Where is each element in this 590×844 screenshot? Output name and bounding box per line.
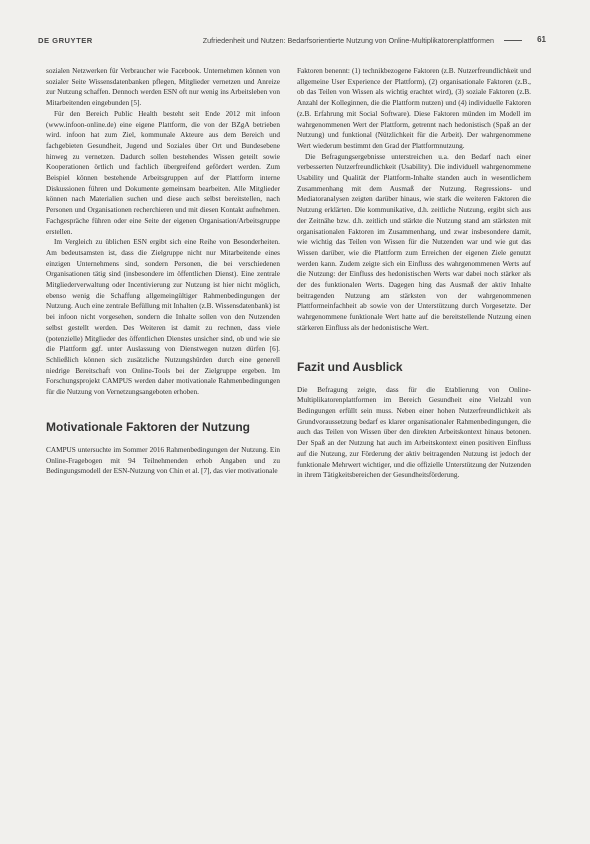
running-title: Zufriedenheit und Nutzen: Bedarfsorientierte Nutzung von Online-Multiplikatorenplattformen: [202, 36, 494, 45]
body-paragraph: Die Befragung zeigte, dass für die Etablierung von Online-Multiplikatorenplattformen im Bereich Gesundheit eine Vielzahl von Bedingungen erfüllt sein muss. Neben einer hohen Nutzerfreundlichkeit als Grundvoraussetzung bedarf es klarer organisationaler Rahmenbedingungen, die auch das Teilen von Wissen über den direkten Arbeitskontext hinaus betonen. Der Spaß an der Nutzung hat auch im Arbeitskontext einen positiven Einfluss auf die Nutzung, zur Förderung der aktiv beitragenden Nutzung ist jedoch der funktionale Mehrwert wichtiger, und die offizielle Unterstützung der Nutzenden in ihrem Tätigkeitsbereichen der Gesundheitsförderung.: [297, 385, 531, 480]
body-paragraph: sozialen Netzwerken für Verbraucher wie Facebook. Unternehmen können von sozialer Seite Wissensdatenbanken pflegen, Mitglieder vernetzen und Anreize zur Nutzung schaffen. Dennoch werden ESN oft nur wenig ins Arbeitsleben von Mitarbeitenden eingebunden [5].: [46, 67, 280, 108]
header-rule: [504, 40, 522, 41]
left-column: [46, 66, 280, 477]
page-header: [38, 34, 546, 48]
section-heading: Fazit und Ausblick: [297, 359, 403, 374]
publisher-name: DE GRUYTER: [38, 36, 93, 45]
section-heading: Motivationale Faktoren der Nutzung: [46, 419, 251, 434]
body-paragraph: CAMPUS untersuchte im Sommer 2016 Rahmenbedingungen der Nutzung. Ein Online-Fragebogen mit 94 Teilnehmenden erhob Angaben und zu Bedingungsmodell der ESN-Nutzung von Chin et al. [7], das vier motivationale: [46, 445, 280, 476]
body-paragraph: Im Vergleich zu üblichen ESN ergibt sich eine Reihe von Besonderheiten. Am bedeutsamsten ist, dass die Zielgruppe nicht nur Mitarbeitende eines einzigen Unternehmens sind, sondern Personen, die bei verschiedenen Organisationen tätig sind (insbesondere im öffentlichen Dienst). Eine zentrale Mitgliederverwaltung oder Incentivierung zur Nutzung ist hier nicht möglich, ebenso wenig die Schaffung allgemeingültiger Rahmenbedingungen der Nutzung. Auch eine zentrale Befüllung mit Inhalten (z.B. Wissensdatenbank) ist bei infoon nicht vorgesehen, sondern die Inhalte sollen von den Nutzenden selbst gestellt werden. Des Weiteren ist damit zu rechnen, dass viele (potenzielle) Mitglieder des öffentlichen Dienstes unsicher sind, ob und wie sie die Plattform ggf. unter Auslassung von Dienstwegen nutzen dürfen [6]. Schließlich können sich zusätzliche Nutzungshürden durch eine generell niedrige Bereitschaft von Online-Tools bei der Zielgruppe ergeben. Im Forschungsprojekt CAMPUS werden daher motivationale Rahmenbedingungen für die Nutzung von Vernetzungsangeboten erhoben.: [46, 238, 280, 397]
body-paragraph: Für den Bereich Public Health besteht seit Ende 2012 mit infoon (www.infoon-online.de) eine eigene Plattform, die von der BZgA betrieben wird. infoon hat zum Ziel, kommunale Akteure aus dem Bereich und fachgebieten Gesundheit, Jugend und Soziales über Ort und Bundesebene hinweg zu vernetzen. Dadurch sollen bestehendes Wissen geteilt sowie Kooperationen örtlich und fachlich übergreifend gefördert werden. Zum Beispiel können bestehende Arbeitsgruppen auf der Plattform interne Diskussionen führen und Dokumente gemeinsam bearbeiten. Alle Mitglieder können nach Materialien suchen und diese auch selbst bereitstellen, nach Personen und Organisationen recherchieren und mit diesen Kontakt aufnehmen. Fachgespräche führen oder eine Seite der eigenen Organisation/Arbeitsgruppe erstellen.: [46, 109, 280, 236]
right-column: [297, 66, 531, 481]
page-number: 61: [537, 35, 546, 44]
body-paragraph: Die Befragungsergebnisse unterstreichen u.a. den Bedarf nach einer verbesserten Nutzerfreundlichkeit (Usability). Die individuell wahrgenommene Usability und Qualität der Plattform-Inhalte standen auch in wesentlichem Zusammenhang mit dem Ausmaß der Nutzung. Regressions- und Mediatoranalysen zeigten darüber hinaus, wie stark die weiteren Faktoren die Nutzung erklärten. Die kommunikative, d.h. zeitliche Nutzung, ergibt sich aus der Zeitnähe bzw. d.h. zeitlich und stärkte die Nutzung stand am stärksten mit organisationalen Faktoren im Zusammenhang, und zwar insbesondere damit, wie wichtig das Teilen von Wissen für die Nutzenden war und wie gut das Wissen darüber, wie die Plattform zum Erreichen der eigenen Ziele genutzt werden kann. Zudem zeigte sich ein Einfluss des wahrgenommenen Werts auf die Nutzung: der Einfluss des hedonistischen Werts war dabei noch stärker als der des funktionalen Werts. Dagegen hing das Ausmaß der aktiv Inhalte beitragenden Nutzung am stärksten von der wahrgenommenen Plattformeinfachheit ab sowie von der Unterstützung durch Vorgesetzte. Der wahrgenommene funktionale Wert hatte auf die bereitstellende Nutzung einen stärkeren Einfluss als der hedonistische Wert.: [297, 152, 531, 332]
body-paragraph: Faktoren benennt: (1) technikbezogene Faktoren (z.B. Nutzerfreundlichkeit und allgemeine User Experience der Plattform), (2) organisationale Faktoren (z.B., ob das Teilen von Wissen als wichtig erachtet wird), (3) soziale Faktoren (z.B. Anzahl der Kolleginnen, die die Plattform nutzen) und (4) individuelle Faktoren (z.B. Erfahrung mit Social Software). Diese Faktoren münden im Modell im wahrgenommenen Wert der Plattform, getrennt nach hedonistisch (Spaß an der Nutzung) und funktional (Nützlichkeit für die Arbeit). Der wahrgenommene Wert wiederum bestimmt den Grad der Plattformnutzung.: [297, 67, 531, 150]
